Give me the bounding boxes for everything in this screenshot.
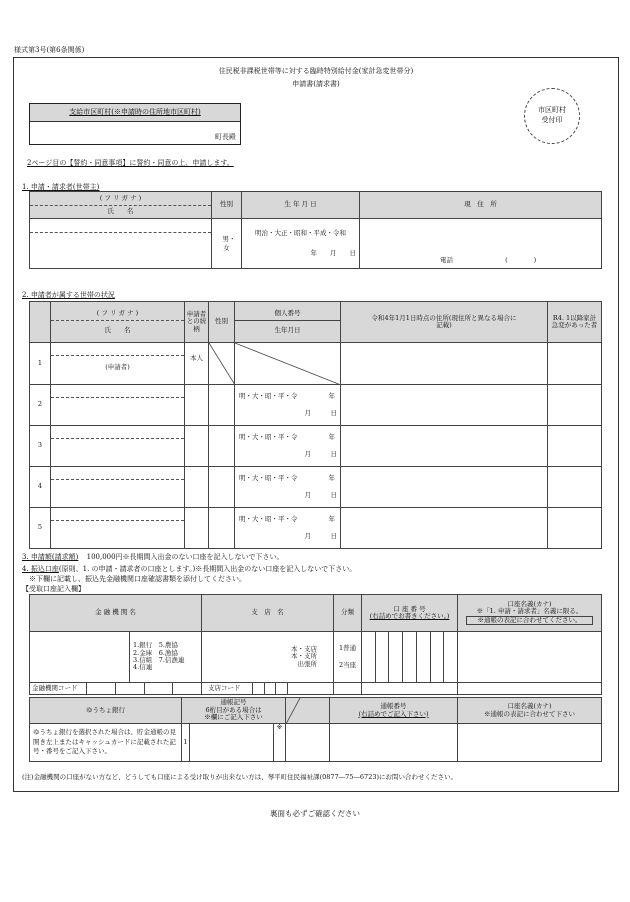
s2-name-cell[interactable]: (申請者) (51, 343, 185, 385)
section2-heading: 2. 申請者が属する世帯の状況 (22, 291, 115, 299)
s2-birth-header: 生年月日 (274, 326, 301, 334)
bank-inst-header: 金 融 機 関 名 (30, 595, 202, 632)
footnote: (注)金融機関の口座がない方など、どうしても口座による受け取りが出来ない方は、琴平町住民福祉課(0877―75―6723)にお問い合わせください。 (22, 773, 457, 781)
household-row: 1 (申請者) 本人 (30, 343, 602, 385)
yucho-number-digits-a[interactable] (286, 724, 330, 762)
household-row: 2 明・大・昭・平・令 年 月 日 (30, 385, 602, 426)
s2-name-cell[interactable] (51, 426, 185, 467)
s1-birth-header: 生 年 月 日 (242, 192, 360, 219)
s2-relation-cell: 本人 (185, 343, 209, 385)
form-subtitle: 申請書(請求書) (292, 80, 340, 88)
s2-mynumber-header: 個人番号 (235, 310, 340, 321)
bank-account-digits[interactable] (362, 632, 458, 683)
form-number: 様式第3号(第6条関係) (14, 46, 85, 54)
bank-account-note: (右詰めでお書きください。) (369, 612, 450, 620)
s1-address-cell[interactable]: 電話 ( ) (360, 219, 602, 269)
form-title: 住民税非課税世帯等に対する臨時特別給付金(家計急変世帯分) (218, 67, 414, 75)
yucho-number-header: 通帳番号 (380, 702, 407, 711)
s2-birth-cell[interactable]: 明・大・昭・平・令 年 月 日 (235, 467, 341, 508)
s2-gender-header: 性別 (209, 302, 235, 343)
yucho-number-digits-b[interactable] (330, 724, 458, 762)
bank-holder-header: 口座名義(カナ) (507, 599, 552, 608)
section4-line: 4. 振込口座(原則、1. の申請・請求者の口座とします。)※長期間入出金のない口座を記入しないで下さい。 (22, 565, 357, 573)
s2-change-header: R4. 1以降家計急変があった者 (548, 302, 602, 343)
recipient-suffix: 町長殿 (215, 133, 236, 141)
s1-address-header: 現 住 所 (360, 192, 602, 219)
s2-birth-cell[interactable]: 明・大・昭・平・令 年 月 日 (235, 508, 341, 549)
household-table (29, 301, 602, 549)
yucho-holder-header: 口座名義(カナ) (507, 702, 552, 711)
s2-address-header: 令和4年1月1日時点の住所(現住所と異なる場合に記載) (341, 302, 548, 343)
s2-furigana-header: ( フ リ ガ ナ ) (51, 310, 184, 321)
s1-birth-cell[interactable]: 明治・大正・昭和・平成・令和 年 月 日 (242, 219, 360, 269)
section3-line: 3. 申請額(請求額) 100,000円※長期間入出金のない口座を記入しないで下さい。 (22, 553, 284, 561)
yucho-label: ゆうちょ銀行 (30, 698, 182, 724)
strike-line (209, 343, 235, 385)
bank-type-cell[interactable]: 1普通 2当座 (334, 632, 362, 683)
s1-gender-header: 性別 (212, 192, 242, 219)
s1-furigana-header: ( フ リ ガ ナ ) (30, 195, 211, 205)
s2-name-cell[interactable] (51, 385, 185, 426)
bank-inst-name-cell[interactable] (30, 632, 130, 683)
bank-type-header: 分類 (334, 595, 362, 632)
s2-name-cell[interactable] (51, 467, 185, 508)
household-row: 5 明・大・昭・平・令 年 月 日 (30, 508, 602, 549)
yucho-instruction: ゆうちょ銀行を選択された場合は、貯金通帳の見開き左上またはキャッシュカードに記載された記号・番号をご記入下さい。 (30, 724, 182, 762)
strike-line (286, 698, 330, 724)
applicant-table (29, 191, 602, 269)
yucho-holder-cell[interactable] (458, 724, 602, 762)
bank-inst-type-cell[interactable]: 1.銀行 5.農協 2.金庫 6.漁協 3.信組 7.信漁連 4.信連 (130, 632, 202, 683)
s2-birth-cell[interactable]: 明・大・昭・平・令 年 月 日 (235, 385, 341, 426)
s1-name-cell[interactable] (30, 219, 212, 269)
strike-line (235, 343, 341, 385)
s2-birth-cell[interactable]: 明・大・昭・平・令 年 月 日 (235, 426, 341, 467)
household-row: 4 明・大・昭・平・令 年 月 日 (30, 467, 602, 508)
account-form-label: 【受取口座記入欄】 (22, 585, 85, 593)
s1-name-header: 氏 名 (107, 206, 134, 215)
section1-heading: 1. 申請・請求者(世帯主) (22, 183, 100, 191)
bank-branch-cell[interactable]: 本・支店 本・支所 出張所 (202, 632, 334, 683)
yucho-table: ゆうちょ銀行 通帳記号 6桁目がある場合は ※欄にご記入下さい 通帳番号 (右詰めでご記入下さい) 口座名義(カナ) ※通帳の表記に合わせて下さい ゆうちょ銀行を選択された場合は、貯金通帳の見開き左上またはキャッシュカードに記載された記号・番号をご記入下さい。 1 ※ (29, 697, 602, 762)
footer-note: 裏面も必ずご確認ください (270, 809, 360, 818)
branch-code-cell[interactable]: 支店コード (202, 683, 334, 695)
s2-change-cell[interactable] (548, 343, 602, 385)
bank-branch-header: 支 店 名 (202, 595, 334, 632)
bank-code-cell[interactable]: 金融機関コード (30, 683, 202, 695)
intro-text: 2ページ目の【誓約・同意事項】に誓約・同意の上、申請します。 (27, 159, 234, 167)
s2-relation-header: 申請者との続柄 (185, 302, 209, 343)
s2-gender-cell (209, 343, 235, 385)
recipient-label: 支給市区町村(※申請時の住所地市区町村) (30, 104, 240, 122)
s2-address-cell[interactable] (341, 343, 548, 385)
s2-mynumber-cell (235, 343, 341, 385)
bank-table: 金 融 機 関 名 支 店 名 分類 口 座 番 号 (右詰めでお書きください。) 口座名義(カナ) ※「1. 申請・請求者」名義に限る。 ※通帳の表記に合わせてください。 1.銀行 5.農協 2.金庫 6.漁協 3.信組 7.信漁連 4.信連 本・支店 本・支所 出張所 1普通 2当座 金融機関コード 支店コード (29, 594, 602, 695)
bank-holder-cell[interactable] (458, 632, 602, 683)
s2-name-cell[interactable] (51, 508, 185, 549)
yucho-symbol-digits[interactable] (190, 724, 274, 762)
yucho-symbol-header: 通帳記号 (220, 698, 247, 707)
s1-gender-cell[interactable]: 男・女 (212, 219, 242, 269)
bank-account-header: 口 座 番 号 (393, 604, 426, 613)
household-row: 3 明・大・昭・平・令 年 月 日 (30, 426, 602, 467)
s2-name-header: 氏 名 (104, 326, 131, 334)
recipient-box (29, 103, 241, 145)
reception-stamp: 市区町村 受付印 (524, 88, 580, 144)
section4-note: ※下欄に記載し、振込先金融機関口座確認書類を添付してください。 (29, 575, 246, 583)
